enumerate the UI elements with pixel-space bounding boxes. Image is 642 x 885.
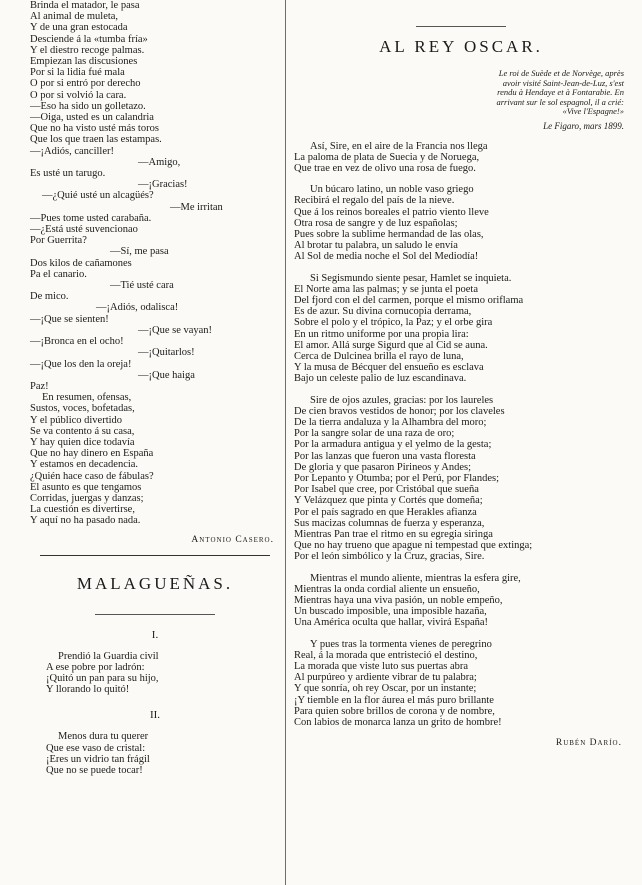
copla-line: Prendió la Guardia civil xyxy=(58,650,159,662)
epigraph-source: Le Figaro, mars 1899. xyxy=(543,120,624,131)
signature-casero: Antonio Casero. xyxy=(191,534,274,545)
copla-line: Que ese vaso de cristal: xyxy=(46,742,146,754)
stanza-line: De cien bravos vestidos de honor; por los claveles xyxy=(294,405,505,417)
stanza-line: Otra rosa de sangre y de luz españolas; xyxy=(294,217,458,229)
stanza-line: Por Isabel que cree, por Cristóbal que sueña xyxy=(294,484,479,496)
poem-line: Sustos, voces, bofetadas, xyxy=(30,403,135,415)
epigraph-line: avoir visité Saint-Jean-de-Luz, s'est xyxy=(502,77,624,88)
copla-line: ¡Quitó un pan para su hijo, xyxy=(46,672,159,684)
stanza xyxy=(294,184,628,262)
stanza-line: Al purpúreo y ardiente vibrar de tu palabra; xyxy=(294,672,477,684)
poem-line: —Tié usté cara xyxy=(110,280,174,292)
stanza-line: Es de azur. Su divina cornucopia derrama, xyxy=(294,306,472,318)
epigraph-line: rendu à Hendaye et à Fontarabie. En xyxy=(497,87,624,97)
stanza-line: Real, á la morada que entristeció el destino, xyxy=(294,649,478,661)
section-title: MALAGUEÑAS. xyxy=(76,573,234,593)
poem-title: AL REY OSCAR. xyxy=(379,37,543,56)
poem-line: Y hay quien dice todavía xyxy=(30,436,135,448)
stanza-line: Un buscado imposible, una imposible hazaña, xyxy=(294,606,487,618)
poem-line: Y de una gran estocada xyxy=(30,22,128,34)
stanza-line: Mientras haya una viva pasión, un noble empeño, xyxy=(294,595,503,607)
poem-line: Y el público divertido xyxy=(30,414,123,426)
copla-line: Menos dura tu querer xyxy=(58,731,149,743)
epigraph-line: Le roi de Suède et de Norvège, après xyxy=(498,68,624,78)
copla-line: Y llorando lo quitó! xyxy=(46,684,130,696)
poem-stanzas xyxy=(294,141,628,729)
stanza-line: Que trae en vez de olivo una rosa de fuego. xyxy=(294,162,476,174)
section-divider xyxy=(40,555,270,556)
poem-line: —¡Que haiga xyxy=(138,369,195,381)
poem-line: —Eso ha sido un golletazo. xyxy=(30,100,146,112)
poem-line: —Oiga, usted es un calandria xyxy=(30,112,154,124)
poem-line: Y aquí no ha pasado nada. xyxy=(30,515,141,527)
poem-line: —Me irritan xyxy=(170,201,223,213)
epigraph-line: «Vive l'Espagne!» xyxy=(562,106,624,116)
stanza-line: En un ritmo uniforme por una propia lira: xyxy=(294,328,469,340)
stanza-line: Y la musa de Bécquer del ensueño es esclava xyxy=(294,362,484,374)
stanza-line: Que á los reinos boreales el patrio viento lleve xyxy=(294,206,489,218)
stanza-line: Recibirá el regalo del país de la nieve. xyxy=(294,195,455,207)
epigraph-line: arrivant sur le sol espagnol, il a crié: xyxy=(496,96,624,107)
left-poem xyxy=(30,0,280,527)
stanza-line: Sobre el polo y el trópico, la Paz; y el orbe gira xyxy=(294,317,493,329)
poem-line: Desciende á la «tumba fría» xyxy=(30,33,148,45)
poem-line: —Pues tome usted carabaña. xyxy=(30,212,152,224)
copla-line: A ese pobre por ladrón: xyxy=(46,661,145,673)
stanza-line: Mientras el mundo aliente, mientras la esfera gire, xyxy=(310,572,521,584)
poem-line: —¡Que se vayan! xyxy=(138,324,213,336)
poem-line: ¿Quién hace caso de fábulas? xyxy=(30,470,154,482)
stanza-line: Sus macizas columnas de fuerza y esperanza, xyxy=(294,517,485,529)
poem-line: Por Guerrita? xyxy=(30,235,87,247)
stanza-line: Y que sonría, oh rey Oscar, por un instante; xyxy=(294,683,477,695)
poem-line: La cuestión es divertirse, xyxy=(30,504,135,516)
poem-line: —¡Que los den la oreja! xyxy=(30,358,132,370)
poem-line: Al animal de muleta, xyxy=(30,11,119,23)
stanza xyxy=(294,273,628,385)
title-underline xyxy=(95,614,215,615)
numeral-2: II. xyxy=(149,709,161,722)
stanza-line: Por el país sagrado en que Herakles afianza xyxy=(294,506,477,518)
poem-line: O por si volvió la cara. xyxy=(30,89,127,101)
stanza-line: El amor. Allá surge Sigurd que al Cid se auna. xyxy=(294,339,488,351)
copla-2 xyxy=(30,731,280,776)
copla-line: ¡Eres un vidrio tan frágil xyxy=(46,753,150,765)
stanza-line: Del fjord con el del carmen, porque el mismo oriflama xyxy=(294,294,524,306)
poem-line: O por si entró por derecho xyxy=(30,78,141,90)
poem-line: —¿Está usté suvencionao xyxy=(30,224,138,236)
stanza-line: El Norte ama las palmas; y se junta el poeta xyxy=(294,283,478,295)
poem-line: —Sí, me pasa xyxy=(110,246,169,258)
stanza xyxy=(294,395,628,563)
left-column xyxy=(30,0,280,776)
stanza-line: Sire de ojos azules, gracias: por los laureles xyxy=(310,394,494,406)
poem-line: Es usté un tarugo. xyxy=(30,168,106,180)
poem-line: Y estamos en decadencia. xyxy=(30,459,139,471)
poem-line: Y el diestro recoge palmas. xyxy=(30,44,145,56)
stanza-line: La morada que viste luto sus puertas abra xyxy=(294,661,469,673)
stanza-line: Al Sol de media noche el Sol del Mediodía! xyxy=(294,251,479,263)
copla-1 xyxy=(30,651,280,696)
stanza xyxy=(294,573,628,629)
column-divider xyxy=(285,0,286,885)
stanza-line: Por el león simbólico y la Cruz, gracias, Sire. xyxy=(294,551,485,563)
poem-line: Que no hay dinero en España xyxy=(30,448,154,460)
top-spacer xyxy=(294,0,628,26)
poem-line: —¡Adiós, odalisca! xyxy=(96,302,179,314)
stanza-line: Así, Sire, en el aire de la Francia nos llega xyxy=(310,140,488,152)
poem-line: Paz! xyxy=(30,380,49,392)
stanza-line: Al brotar tu palabra, un saludo le envía xyxy=(294,240,458,252)
stanza-line: De gloria y que pasaron Pirineos y Andes; xyxy=(294,461,472,473)
stanza-line: Que no hay trueno que apague ni tempestad que extinga; xyxy=(294,540,533,552)
poem-line: Por si la lidia fué mala xyxy=(30,67,125,79)
stanza-line: Bajo un celeste palio de luz escandinava. xyxy=(294,373,467,385)
poem-line: —¡Adiós, canciller! xyxy=(30,145,114,157)
stanza-line: Por Lepanto y Otumba; por el Perú, por Flandes; xyxy=(294,472,500,484)
poem-line: Pa el canario. xyxy=(30,268,87,280)
poem-line: Se va contento á su casa, xyxy=(30,425,135,437)
poem-line: El asunto es que tengamos xyxy=(30,481,142,493)
stanza-line: Pues sobre la sublime hermandad de las olas, xyxy=(294,228,484,240)
stanza-line: Por las lanzas que fueron una vasta floresta xyxy=(294,450,476,462)
stanza-line: Una América oculta que hallar, vivirá España! xyxy=(294,617,489,629)
stanza-line: Un búcaro latino, un noble vaso griego xyxy=(310,184,474,196)
stanza-line: ¡Y tiemble en la flor áurea el más puro brillante xyxy=(294,694,494,706)
poem-line: Empiezan las discusiones xyxy=(30,56,138,68)
poem-line: Corridas, juergas y danzas; xyxy=(30,492,144,504)
poem-line: En resumen, ofensas, xyxy=(42,392,132,404)
numeral-1: I. xyxy=(151,628,159,641)
poem-line: De mico. xyxy=(30,291,69,303)
stanza-line: Para quien sobre brillos de corona y de nombre, xyxy=(294,705,495,717)
poem-line: —¡Bronca en el ocho! xyxy=(30,336,124,348)
stanza-line: Mientras la onda cordial aliente un ensueño, xyxy=(294,583,480,595)
stanza xyxy=(294,141,628,175)
copla-line: Que no se puede tocar! xyxy=(46,764,143,776)
stanza-line: De la tierra andaluza y la Alhambra del moro; xyxy=(294,416,487,428)
poem-line: Que los que traen las estampas. xyxy=(30,134,162,146)
stanza-line: Por la sangre solar de una raza de oro; xyxy=(294,428,455,440)
stanza-line: Cerca de Dulcinea brilla el rayo de luna, xyxy=(294,350,464,362)
poem-line: —Amigo, xyxy=(138,156,181,168)
stanza-line: Y pues tras la tormenta vienes de peregrino xyxy=(310,638,492,650)
poem-line: Brinda el matador, le pasa xyxy=(30,0,140,11)
poem-line: Dos kilos de cañamones xyxy=(30,257,132,269)
epigraph xyxy=(294,69,628,117)
stanza-line: Si Segismundo siente pesar, Hamlet se inquieta. xyxy=(310,272,512,284)
stanza-line: Por la armadura antigua y el yelmo de la gesta; xyxy=(294,439,492,451)
stanza xyxy=(294,639,628,729)
stanza-line: Y Velázquez que pinta y Cortés que domeña; xyxy=(294,495,483,507)
poem-line: —¡Gracias! xyxy=(138,179,188,191)
poem-line: —¿Quié usté un alcagüés? xyxy=(42,190,154,202)
poem-line: —¡Quitarlos! xyxy=(138,347,195,359)
signature-dario: Rubén Darío. xyxy=(555,738,622,749)
stanza-line: La paloma de plata de Suecia y de Noruega, xyxy=(294,151,480,163)
stanza-line: Con labios de monarca lanza un grito de hombre! xyxy=(294,717,502,729)
poem-line: —¡Que se sienten! xyxy=(30,313,109,325)
stanza-line: Mientras Pan trae el ritmo en su egregia siringa xyxy=(294,529,493,540)
title-overline xyxy=(416,26,506,27)
poem-line: Que no ha visto usté más toros xyxy=(30,123,159,135)
right-column xyxy=(294,0,628,748)
